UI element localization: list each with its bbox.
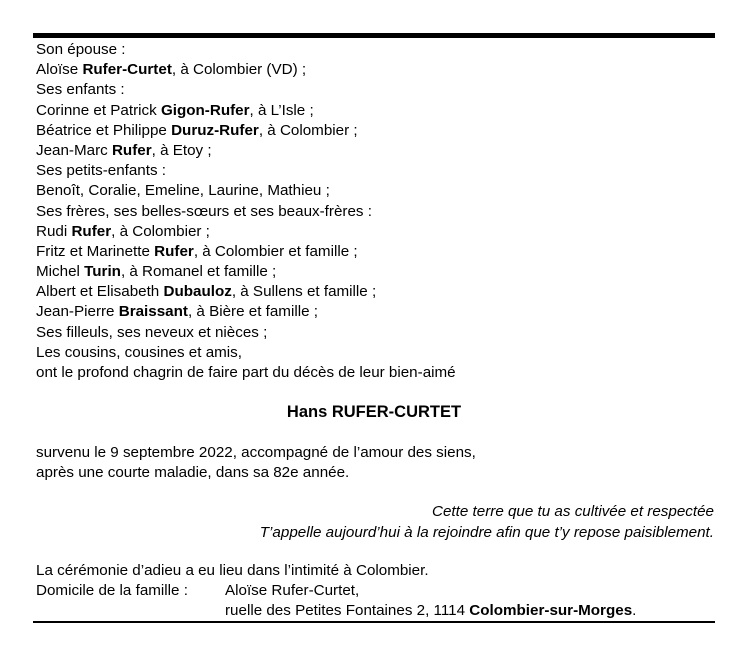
bottom-rule — [33, 621, 715, 623]
family-surname: Rufer — [111, 141, 152, 159]
family-text: , à Etoy ; — [151, 141, 212, 159]
family-line — [36, 141, 456, 161]
family-line — [36, 262, 456, 282]
family-surname: Rufer-Curtet — [82, 61, 172, 79]
family-text: Michel — [36, 263, 85, 281]
family-line — [36, 282, 456, 302]
family-line — [36, 121, 456, 141]
domicile-name: Aloïse Rufer-Curtet, — [225, 582, 360, 600]
family-text: Fritz et Marinette — [36, 242, 155, 260]
deceased-name: Hans RUFER-CURTET — [286, 403, 462, 421]
domicile-row — [36, 581, 636, 601]
family-line — [36, 242, 456, 262]
poem-line-2: T’appelle aujourd’hui à la rejoindre afin que t’y repose paisiblement. — [259, 524, 714, 541]
deceased-line-illness: après une courte maladie, dans sa 82e année. — [36, 464, 350, 482]
ceremony-info — [36, 561, 636, 622]
family-surname: Turin — [84, 263, 121, 281]
family-text: , à Colombier ; — [258, 121, 358, 139]
family-line — [36, 40, 456, 60]
family-line — [36, 101, 456, 121]
top-rule — [33, 33, 715, 38]
family-text: , à Sullens et famille ; — [231, 283, 377, 301]
family-line — [36, 60, 456, 80]
domicile-label: Domicile de la famille : — [36, 582, 188, 600]
family-text: , à L’Isle ; — [249, 101, 314, 119]
poem-line-1: Cette terre que tu as cultivée et respectée — [432, 503, 714, 520]
family-text: , à Colombier et famille ; — [193, 242, 358, 260]
family-line — [36, 343, 456, 363]
family-text: Ses frères, ses belles-sœurs et ses beaux-frères : — [36, 202, 372, 220]
family-text: Corinne et Patrick — [36, 101, 161, 119]
domicile-town: Colombier-sur-Morges — [469, 602, 633, 620]
family-text: Jean-Marc — [36, 141, 112, 159]
family-line — [36, 161, 456, 181]
family-text: Les cousins, cousines et amis, — [36, 343, 242, 361]
domicile-address — [36, 601, 636, 621]
family-text: ont le profond chagrin de faire part du décès de leur bien-aimé — [36, 364, 456, 381]
family-text: Ses petits-enfants : — [36, 162, 167, 180]
family-line — [36, 80, 456, 100]
family-text: Béatrice et Philippe — [36, 121, 172, 139]
family-text: Ses filleuls, ses neveux et nièces ; — [36, 323, 268, 341]
family-surname: Rufer — [71, 222, 112, 240]
family-line — [36, 222, 456, 242]
family-text: Son épouse : — [36, 41, 126, 58]
domicile-street: ruelle des Petites Fontaines 2, 1114 — [225, 602, 470, 620]
family-text: Ses enfants : — [36, 81, 125, 99]
family-text: , à Colombier ; — [111, 222, 210, 240]
family-text: , à Bière et famille ; — [187, 303, 318, 321]
family-surname: Rufer — [154, 242, 194, 260]
family-text: Jean-Pierre — [36, 303, 119, 321]
family-text: Benoît, Coralie, Emeline, Laurine, Mathieu ; — [36, 182, 330, 200]
family-text: , à Romanel et famille ; — [120, 263, 277, 281]
poem-quote — [260, 501, 714, 543]
deceased-details — [36, 443, 476, 483]
family-surname: Gigon-Rufer — [160, 101, 250, 119]
deceased-line-date: survenu le 9 septembre 2022, accompagné de l’amour des siens, — [36, 444, 476, 461]
family-surname: Braissant — [118, 303, 188, 321]
family-list — [36, 40, 456, 383]
family-line — [36, 363, 456, 383]
family-surname: Duruz-Rufer — [171, 121, 259, 139]
ceremony-text: La cérémonie d’adieu a eu lieu dans l’intimité à Colombier. — [36, 562, 429, 579]
domicile-end: . — [632, 602, 637, 620]
family-text: Albert et Elisabeth — [36, 283, 164, 301]
family-line — [36, 323, 456, 343]
family-text: Aloïse — [36, 61, 83, 79]
family-line — [36, 302, 456, 322]
family-line — [36, 202, 456, 222]
family-text: , à Colombier (VD) ; — [171, 61, 307, 79]
family-line — [36, 181, 456, 201]
family-surname: Dubauloz — [163, 283, 232, 301]
family-text: Rudi — [36, 222, 72, 240]
